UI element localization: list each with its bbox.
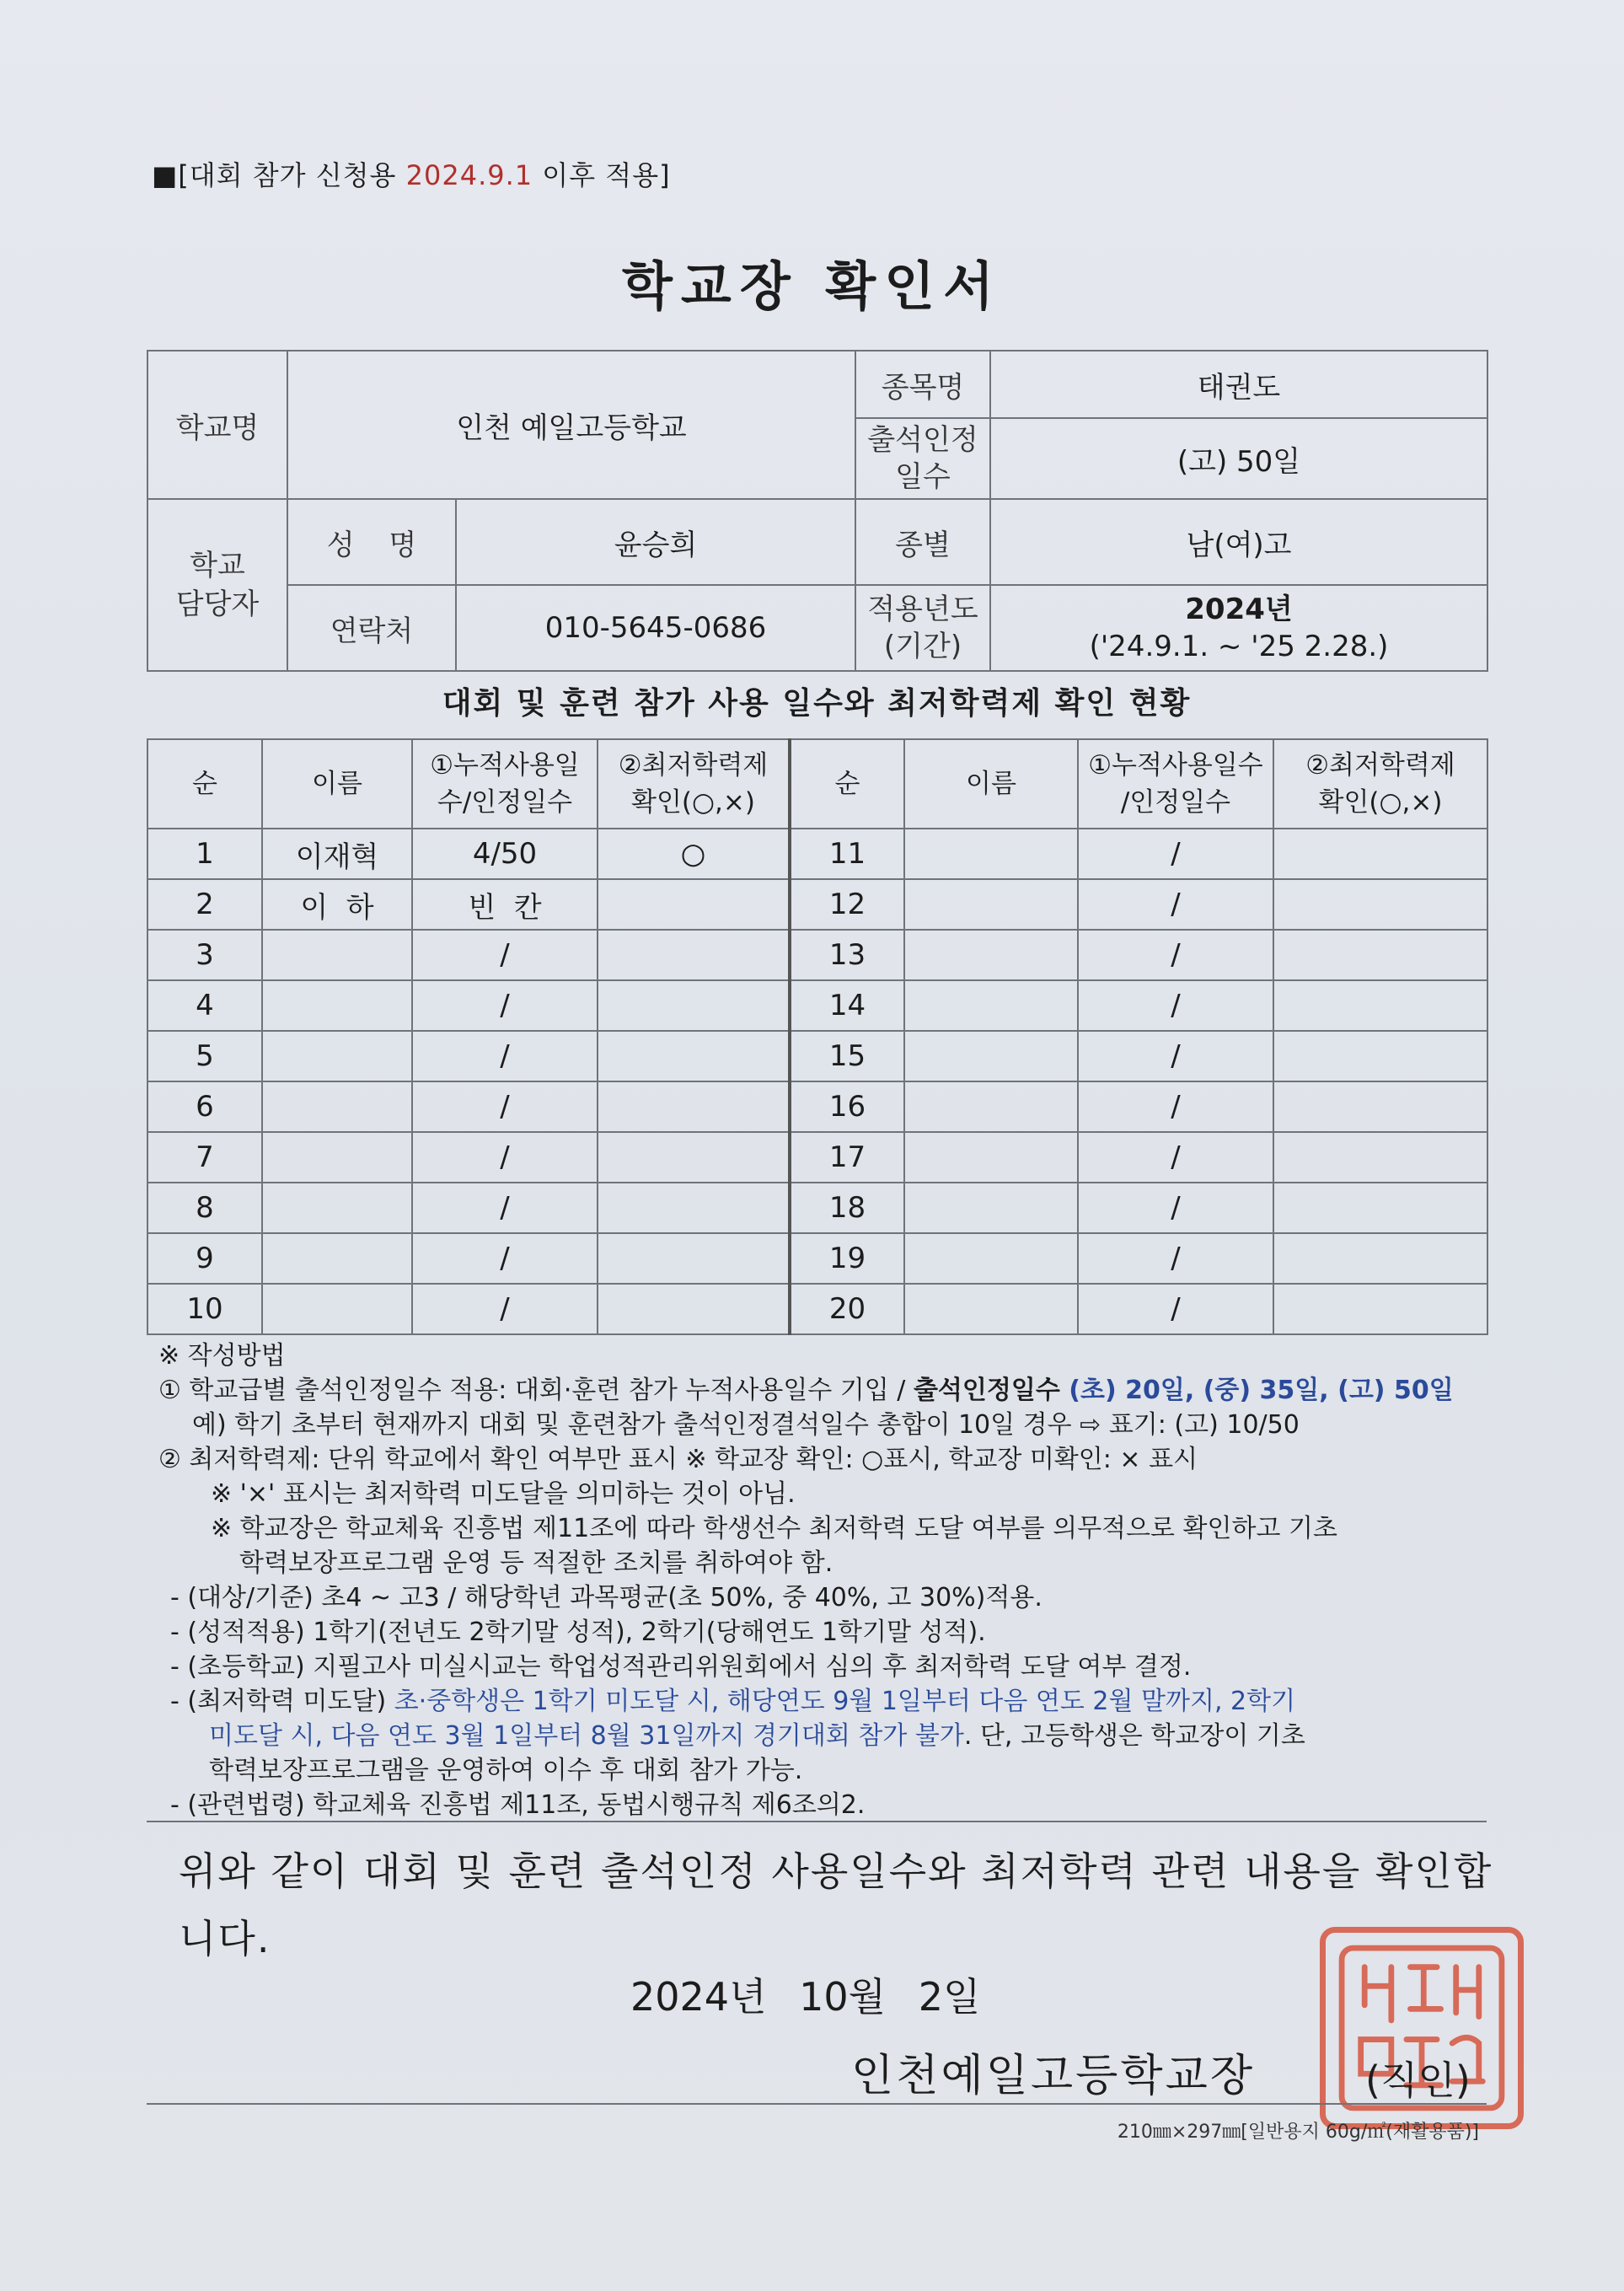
detail-4-label: - (최저학력 미도달) bbox=[170, 1687, 394, 1716]
roster-cell: / bbox=[412, 1183, 598, 1233]
roster-cell: ○ bbox=[598, 829, 790, 879]
roster-header-row bbox=[147, 739, 1487, 829]
divider bbox=[147, 1821, 1487, 1822]
header-cell: ①누적사용일수 /인정일수 bbox=[1078, 739, 1273, 829]
roster-cell: / bbox=[412, 980, 598, 1031]
roster-row bbox=[147, 879, 1487, 930]
contact-value: 010-5645-0686 bbox=[456, 585, 855, 671]
roster-cell: / bbox=[1078, 1183, 1273, 1233]
attendance-label: 출석인정 일수 bbox=[855, 418, 990, 499]
manager-label: 학교 담당자 bbox=[147, 499, 287, 671]
roster-cell bbox=[262, 1233, 412, 1284]
roster-cell: 1 bbox=[147, 829, 262, 879]
roster-cell bbox=[598, 1081, 790, 1132]
roster-cell: / bbox=[1078, 930, 1273, 980]
detail-4-text: 초·중학생은 1학기 미도달 시, 해당연도 9월 1일부터 다음 연도 2월 말까지, 2학기 bbox=[394, 1687, 1296, 1716]
roster-cell: 19 bbox=[790, 1233, 904, 1284]
contact-label: 연락처 bbox=[287, 585, 456, 671]
header-cell: ②최저학력제 확인(○,×) bbox=[1273, 739, 1487, 829]
roster-row bbox=[147, 1132, 1487, 1183]
roster-cell: / bbox=[1078, 980, 1273, 1031]
roster-cell bbox=[1273, 1081, 1487, 1132]
roster-cell: 17 bbox=[790, 1132, 904, 1183]
note-2-a: ※ '×' 표시는 최저학력 미도달을 의미하는 것이 아님. bbox=[211, 1479, 796, 1509]
roster-cell: / bbox=[1078, 1132, 1273, 1183]
bottom-divider bbox=[147, 2103, 1487, 2105]
header-cell: 순 bbox=[147, 739, 262, 829]
roster-cell: / bbox=[1078, 879, 1273, 930]
roster-cell bbox=[904, 930, 1078, 980]
roster-cell bbox=[1273, 980, 1487, 1031]
roster-cell: / bbox=[412, 1233, 598, 1284]
roster-cell: / bbox=[1078, 1284, 1273, 1334]
roster-cell: / bbox=[412, 1031, 598, 1081]
type-value: 남(여)고 bbox=[990, 499, 1487, 585]
roster-cell bbox=[598, 1031, 790, 1081]
roster-row bbox=[147, 1284, 1487, 1334]
roster-cell: 18 bbox=[790, 1183, 904, 1233]
school-name-label: 학교명 bbox=[147, 351, 287, 499]
sign-date: 2024년 10월 2일 bbox=[630, 1974, 981, 2020]
note-1-days: (초) 20일, (중) 35일, (고) 50일 bbox=[1059, 1376, 1454, 1405]
roster-cell bbox=[904, 1081, 1078, 1132]
roster-cell bbox=[598, 1284, 790, 1334]
year-cell bbox=[990, 585, 1487, 671]
roster-cell: 15 bbox=[790, 1031, 904, 1081]
sport-label: 종목명 bbox=[855, 351, 990, 418]
roster-cell: 5 bbox=[147, 1031, 262, 1081]
roster-cell bbox=[904, 1183, 1078, 1233]
school-info-table bbox=[147, 350, 1488, 672]
detail-2: - (성적적용) 1학기(전년도 2학기말 성적), 2학기(당해연도 1학기말 성적). bbox=[170, 1618, 986, 1647]
roster-cell bbox=[598, 930, 790, 980]
note-2: ② 최저학력제: 단위 학교에서 확인 여부만 표시 ※ 학교장 확인: ○표시, 학교장 미확인: × 표시 bbox=[158, 1445, 1198, 1474]
roster-cell: 2 bbox=[147, 879, 262, 930]
roster-cell bbox=[262, 1081, 412, 1132]
roster-cell bbox=[1273, 829, 1487, 879]
roster-cell bbox=[1273, 1031, 1487, 1081]
roster-cell bbox=[262, 980, 412, 1031]
type-label: 종별 bbox=[855, 499, 990, 585]
roster-cell bbox=[1273, 879, 1487, 930]
note-1-example: 예) 학기 초부터 현재까지 대회 및 훈련참가 출석인정결석일수 총합이 10일 경우 ⇨ 표기: (고) 10/50 bbox=[192, 1410, 1300, 1440]
roster-row bbox=[147, 930, 1487, 980]
roster-cell bbox=[262, 1284, 412, 1334]
page-title: 학교장 확인서 bbox=[622, 255, 1002, 317]
roster-cell: 16 bbox=[790, 1081, 904, 1132]
roster-cell: / bbox=[412, 1132, 598, 1183]
roster-cell bbox=[262, 1031, 412, 1081]
roster-cell: / bbox=[1078, 1031, 1273, 1081]
year-value: 2024년 bbox=[1185, 593, 1293, 626]
roster-row bbox=[147, 980, 1487, 1031]
roster-cell: 13 bbox=[790, 930, 904, 980]
roster-cell: 11 bbox=[790, 829, 904, 879]
paper-spec: 210㎜×297㎜[일반용지 60g/㎡(재활용품)] bbox=[1117, 2122, 1479, 2143]
detail-4-end: 학력보장프로그램을 운영하여 이수 후 대회 참가 가능. bbox=[209, 1756, 803, 1785]
attendance-value: (고) 50일 bbox=[990, 418, 1487, 499]
roster-cell bbox=[1273, 1284, 1487, 1334]
writing-instructions bbox=[158, 1339, 1490, 1822]
detail-3: - (초등학교) 지필고사 미실시교는 학업성적관리위원회에서 심의 후 최저학력 도달 여부 결정. bbox=[170, 1652, 1192, 1682]
roster-cell bbox=[598, 1183, 790, 1233]
detail-4-rest: . 단, 고등학생은 학교장이 기초 bbox=[963, 1721, 1305, 1751]
sport-value: 태권도 bbox=[990, 351, 1487, 418]
detail-4-blue: 미도달 시, 다음 연도 3월 1일부터 8월 31일까지 경기대회 참가 불가 bbox=[209, 1721, 964, 1751]
school-name-value: 인천 예일고등학교 bbox=[287, 351, 855, 499]
roster-cell bbox=[262, 1132, 412, 1183]
detail-1: - (대상/기준) 초4 ~ 고3 / 해당학년 과목평균(초 50%, 중 40%, 고 30%)적용. bbox=[170, 1583, 1042, 1612]
roster-row bbox=[147, 1233, 1487, 1284]
header-note-suffix: 이후 적용] bbox=[533, 159, 671, 191]
detail-5: - (관련법령) 학교체육 진흥법 제11조, 동법시행규칙 제6조의2. bbox=[170, 1790, 866, 1820]
year-label: 적용년도 (기간) bbox=[855, 585, 990, 671]
roster-row bbox=[147, 1081, 1487, 1132]
roster-cell: 7 bbox=[147, 1132, 262, 1183]
roster-row bbox=[147, 1183, 1487, 1233]
roster-cell: 4 bbox=[147, 980, 262, 1031]
header-cell: 이름 bbox=[262, 739, 412, 829]
header-cell: ①누적사용일 수/인정일수 bbox=[412, 739, 598, 829]
roster-cell: 이 하 bbox=[262, 879, 412, 930]
note-2-b1: ※ 학교장은 학교체육 진흥법 제11조에 따라 학생선수 최저학력 도달 여부를 의무적으로 확인하고 기초 bbox=[211, 1514, 1337, 1543]
roster-cell bbox=[262, 930, 412, 980]
manager-name-label: 성 명 bbox=[287, 499, 456, 585]
roster-cell: 이재혁 bbox=[262, 829, 412, 879]
roster-cell: / bbox=[412, 930, 598, 980]
header-note bbox=[152, 154, 671, 193]
detail-4-cont bbox=[158, 1719, 1490, 1753]
header-cell: ②최저학력제 확인(○,×) bbox=[598, 739, 790, 829]
header-cell: 이름 bbox=[904, 739, 1078, 829]
roster-cell: / bbox=[1078, 829, 1273, 879]
note-1 bbox=[158, 1373, 1490, 1408]
roster-row bbox=[147, 1031, 1487, 1081]
roster-cell bbox=[598, 980, 790, 1031]
section-title: 대회 및 훈련 참가 사용 일수와 최저학력제 확인 현황 bbox=[442, 686, 1192, 721]
roster-cell: 14 bbox=[790, 980, 904, 1031]
note-1-bold: 출석인정일수 bbox=[913, 1376, 1060, 1405]
roster-cell bbox=[598, 879, 790, 930]
roster-cell bbox=[1273, 1233, 1487, 1284]
roster-table bbox=[147, 738, 1488, 1335]
roster-cell bbox=[598, 1233, 790, 1284]
roster-cell: 12 bbox=[790, 879, 904, 930]
manager-name-value: 윤승희 bbox=[456, 499, 855, 585]
roster-cell: / bbox=[1078, 1081, 1273, 1132]
roster-cell: 10 bbox=[147, 1284, 262, 1334]
roster-cell: 빈 칸 bbox=[412, 879, 598, 930]
period-value: ('24.9.1. ~ '25 2.28.) bbox=[1089, 630, 1389, 663]
confirm-text: 위와 같이 대회 및 훈련 출석인정 사용일수와 최저학력 관련 내용을 확인합니다. bbox=[179, 1848, 1493, 1961]
roster-cell bbox=[904, 879, 1078, 930]
roster-cell: 3 bbox=[147, 930, 262, 980]
roster-cell bbox=[904, 980, 1078, 1031]
roster-cell: 6 bbox=[147, 1081, 262, 1132]
roster-cell bbox=[262, 1183, 412, 1233]
detail-4 bbox=[158, 1684, 1490, 1719]
roster-cell: 4/50 bbox=[412, 829, 598, 879]
header-note-date: 2024.9.1 bbox=[405, 159, 533, 191]
principal-name: 인천예일고등학교장 bbox=[851, 2051, 1256, 2101]
header-cell: 순 bbox=[790, 739, 904, 829]
roster-cell bbox=[1273, 1132, 1487, 1183]
notes-heading: ※ 작성방법 bbox=[158, 1341, 286, 1371]
roster-cell bbox=[904, 1132, 1078, 1183]
roster-cell bbox=[598, 1132, 790, 1183]
roster-cell: 20 bbox=[790, 1284, 904, 1334]
header-note-prefix: ■[대회 참가 신청용 bbox=[152, 159, 406, 191]
roster-cell bbox=[904, 1031, 1078, 1081]
roster-cell bbox=[904, 1233, 1078, 1284]
roster-cell bbox=[904, 829, 1078, 879]
roster-cell bbox=[1273, 930, 1487, 980]
note-2-b2: 학력보장프로그램 운영 등 적절한 조치를 취하여야 함. bbox=[239, 1548, 833, 1578]
note-1-text: ① 학교급별 출석인정일수 적용: 대회·훈련 참가 누적사용일수 기입 / bbox=[158, 1376, 914, 1405]
roster-cell: / bbox=[1078, 1233, 1273, 1284]
roster-cell: / bbox=[412, 1081, 598, 1132]
seal-mark: (직인) bbox=[1365, 2058, 1471, 2103]
roster-row bbox=[147, 829, 1487, 879]
roster-cell: / bbox=[412, 1284, 598, 1334]
roster-cell bbox=[1273, 1183, 1487, 1233]
roster-cell: 8 bbox=[147, 1183, 262, 1233]
roster-cell: 9 bbox=[147, 1233, 262, 1284]
roster-cell bbox=[904, 1284, 1078, 1334]
